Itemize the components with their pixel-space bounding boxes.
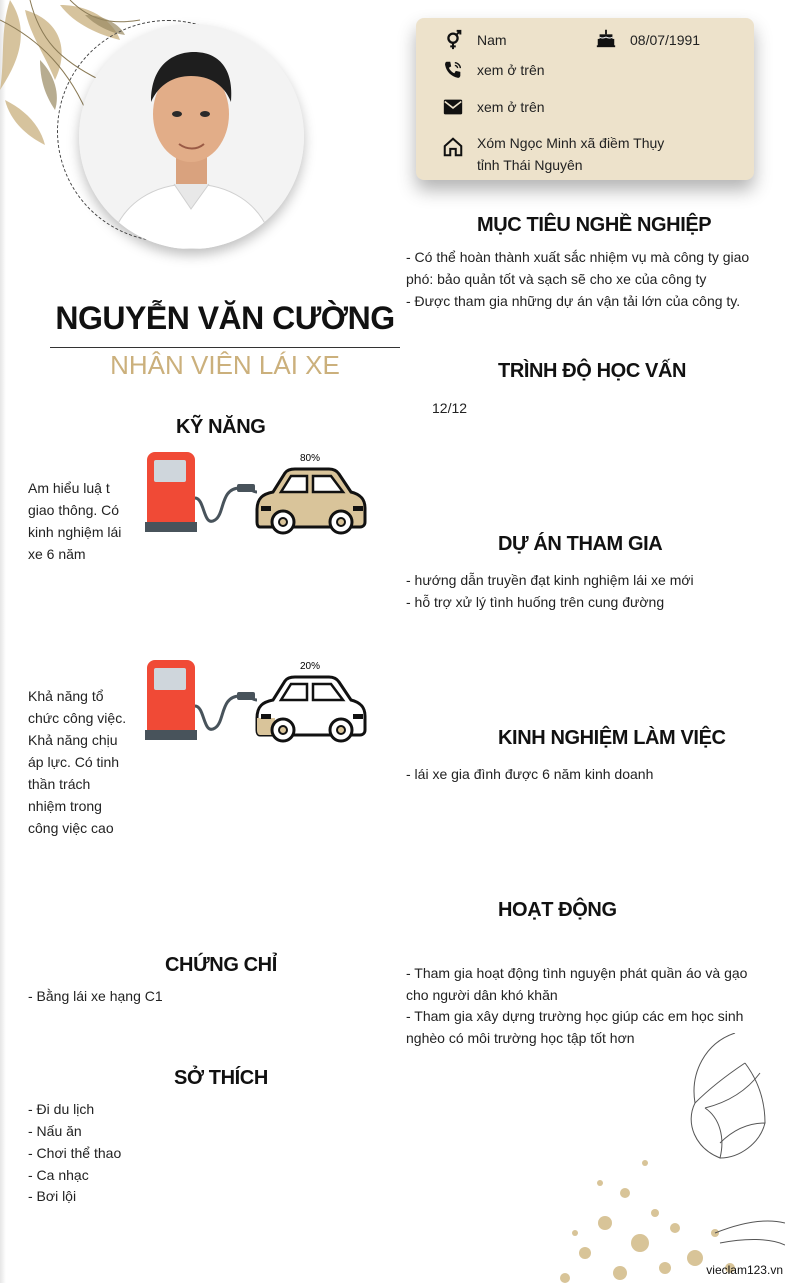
phone-icon [442, 59, 464, 81]
skill-level-graphic-2 [145, 656, 370, 746]
skill-1-line: xe 6 năm [28, 546, 86, 562]
candidate-name: NGUYỄN VĂN CƯỜNG [55, 300, 395, 336]
skill-1-line: Am hiểu luậ t [28, 480, 110, 496]
objective-line-3: - Được tham gia những dự án vận tải lớn của công ty. [406, 293, 741, 309]
projects-line-2: - hỗ trợ xử lý tình huống trên cung đường [406, 594, 665, 610]
skill-level-label-2: 20% [299, 661, 321, 672]
skill-2-line: Khả năng chịu [28, 732, 118, 748]
skill-level-graphic-1 [145, 448, 370, 538]
car-icon [257, 677, 365, 741]
objective-line-1: - Có thể hoàn thành xuất sắc nhiệm vụ mà công ty giao [406, 249, 750, 265]
hobby-item: - Ca nhạc [28, 1167, 89, 1183]
hobby-item: - Bơi lội [28, 1188, 77, 1204]
hobby-item: - Chơi thể thao [28, 1145, 122, 1161]
skill-2-line: nhiệm trong [28, 798, 102, 814]
email-icon [442, 96, 464, 118]
name-divider [50, 347, 400, 348]
projects-title: DỰ ÁN THAM GIA [498, 533, 663, 555]
gender-value: Nam [477, 32, 507, 48]
fuel-pump-icon [145, 660, 257, 740]
experience-line-1: - lái xe gia đình được 6 năm kinh doanh [406, 766, 654, 782]
skill-description-2 [28, 685, 133, 839]
hobby-item: - Nấu ăn [28, 1123, 82, 1139]
activities-line-1: - Tham gia hoạt động tình nguyện phát quần áo và gạo [406, 965, 748, 981]
projects-line-1: - hướng dẫn truyền đạt kinh nghiệm lái xe mới [406, 572, 694, 588]
activities-line-2: cho người dân khó khăn [406, 987, 558, 1003]
objective-title: MỤC TIÊU NGHỀ NGHIỆP [477, 214, 712, 236]
skill-level-label-1: 80% [299, 453, 321, 464]
skill-2-line: chức công việc. [28, 710, 127, 726]
skill-2-line: Khả năng tổ [28, 688, 104, 704]
email-value: xem ở trên [477, 99, 545, 115]
job-title: NHÂN VIÊN LÁI XE [110, 350, 340, 380]
skill-1-line: giao thông. Có [28, 502, 120, 518]
experience-title: KINH NGHIỆM LÀM VIỆC [498, 727, 726, 749]
flower-decoration-bottom-right [545, 1033, 785, 1283]
certificates-title: CHỨNG CHỈ [165, 954, 277, 976]
fuel-pump-icon [145, 452, 257, 532]
address-line-1: Xóm Ngọc Minh xã điềm Thụy [477, 135, 665, 151]
skill-2-line: áp lực. Có tinh [28, 754, 120, 770]
skill-2-line: thần trách [28, 776, 91, 792]
activities-line-3: - Tham gia xây dựng trường học giúp các em học sinh [406, 1008, 744, 1024]
car-icon [257, 469, 365, 533]
skill-2-line: công việc cao [28, 820, 114, 836]
birthday-cake-icon [595, 27, 617, 49]
phone-value: xem ở trên [477, 62, 545, 78]
avatar [79, 24, 304, 249]
activities-line-4: nghèo có môi trường học tập tốt hơn [406, 1030, 635, 1046]
home-icon [442, 136, 464, 158]
skills-title: KỸ NĂNG [176, 416, 266, 438]
certificate-item: - Bằng lái xe hạng C1 [28, 988, 163, 1004]
gender-icon [442, 29, 464, 51]
hobby-item: - Đi du lịch [28, 1101, 95, 1117]
education-title: TRÌNH ĐỘ HỌC VẤN [498, 360, 687, 382]
skill-1-line: kinh nghiệm lái [28, 524, 122, 540]
contact-card [416, 18, 754, 180]
activities-title: HOẠT ĐỘNG [498, 899, 617, 921]
birthday-value: 08/07/1991 [630, 32, 701, 48]
page-edge-shadow [0, 0, 6, 1283]
education-value: 12/12 [432, 400, 468, 416]
hobbies-title: SỞ THÍCH [174, 1067, 268, 1089]
address-line-2: tỉnh Thái Nguyên [477, 157, 583, 173]
site-brand: vieclam123.vn [706, 1263, 783, 1277]
skill-description-1 [28, 477, 133, 565]
objective-line-2: phó: bảo quản tốt và sạch sẽ cho xe của công ty [406, 271, 707, 287]
